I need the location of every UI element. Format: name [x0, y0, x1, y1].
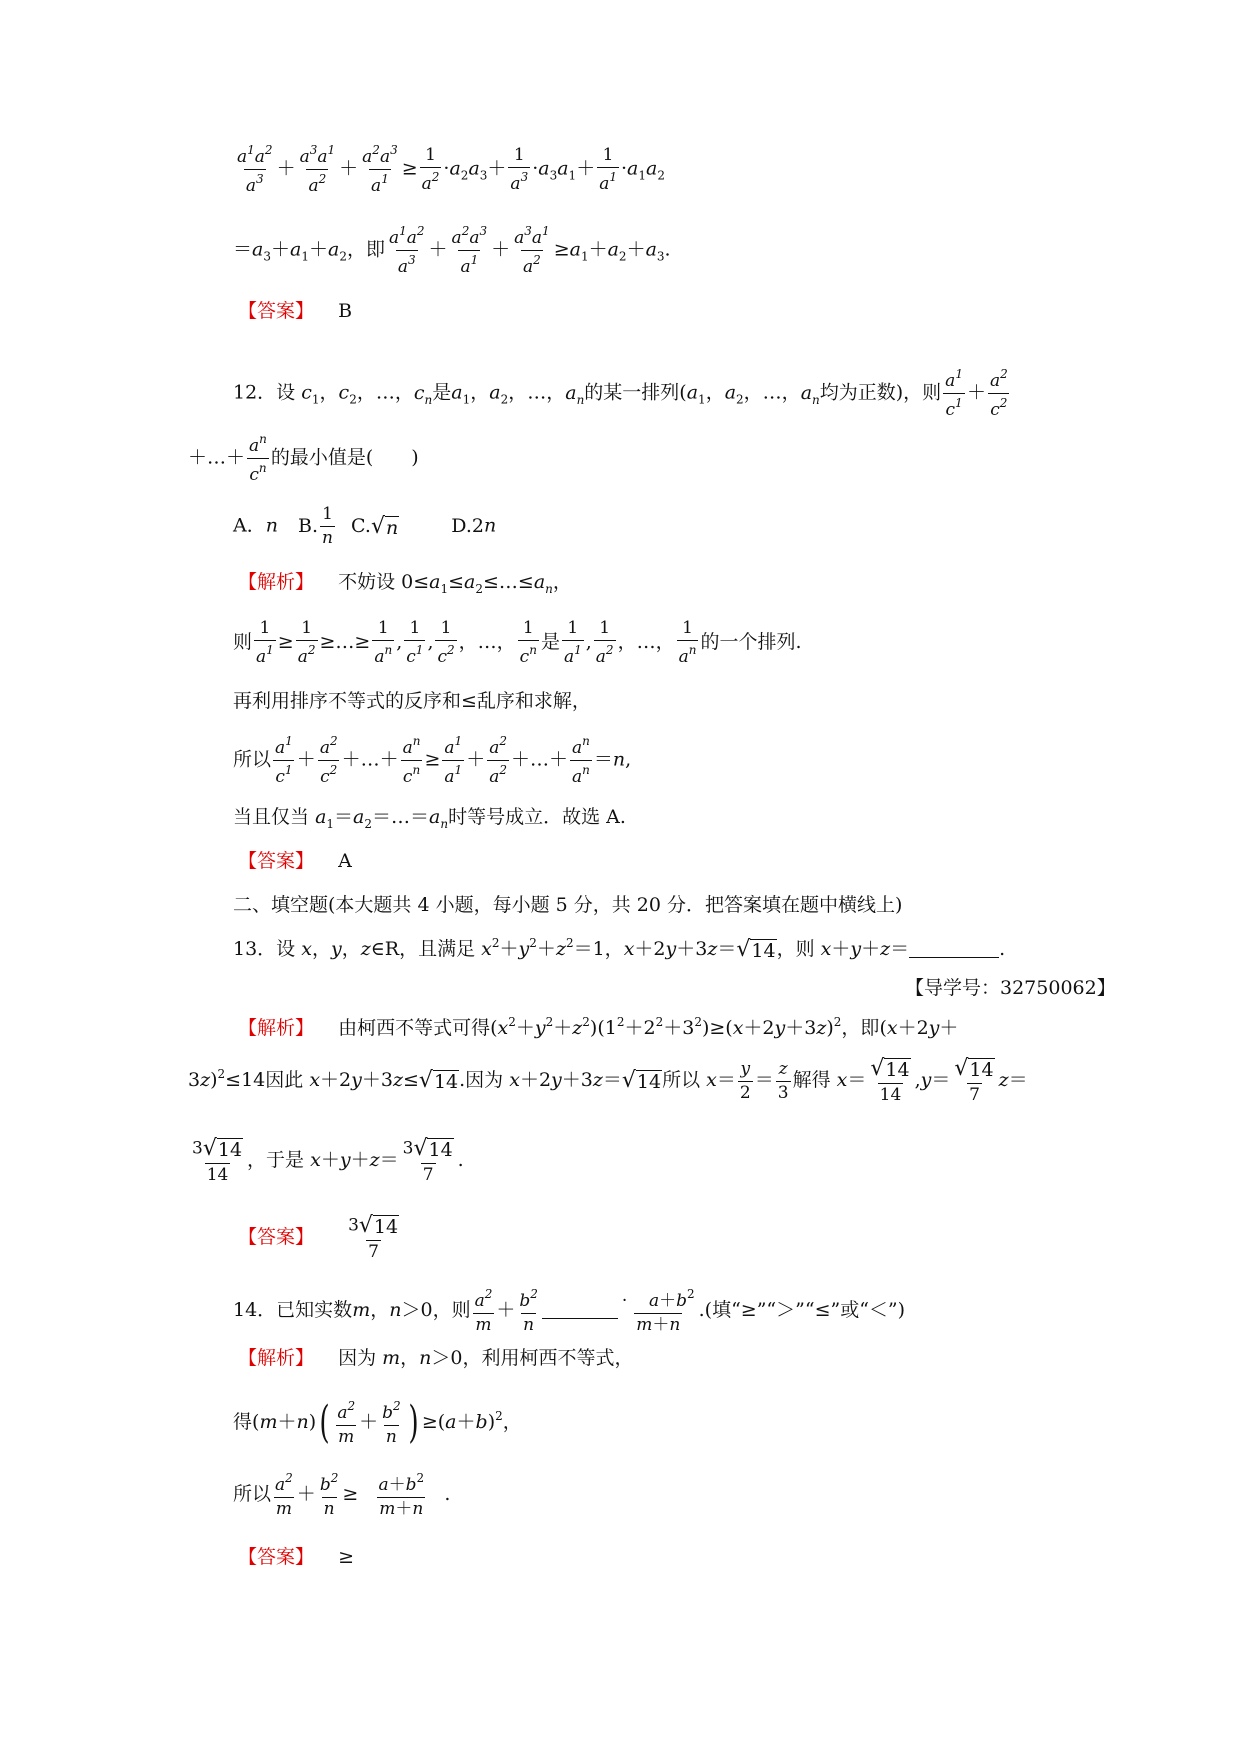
q13-analysis-line-1: 【解析】 由柯西不等式可得$(x^2+y^2+z^2)(1^2+2^2+3^2)\ge(x+2y+3z)^2$，即(x＋2y＋ [238, 1015, 959, 1039]
analysis-tag: 【解析】 [238, 571, 315, 593]
q12-analysis-line-3: 再利用排序不等式的反序和≤乱序和求解， [233, 690, 591, 712]
q12-analysis-line-2: 则 $\frac{1}{a^1}$ ≥ $\frac{1}{a^2}$ ≥…≥ $\frac{1}{a^n}$ , $\frac{1}{c^1}$ , $\frac{1}{c^2}$ ，…， $\frac{1}{c^n}$ 是 $\frac{1}{a^1}$ , $\frac{1}{a^2}$ ，…， $\frac{1}{a^n}$ 的一个排列. [233, 618, 802, 667]
top-formula-line-2: $=a_3+a_1+a_2$，即 $\frac{a^1a^2}{a^3}$ ＋ $\frac{a^2a^3}{a^1}$ ＋ $\frac{a^3a^1}{a^2}$ $\ge a_1+a_2+a_3$. [233, 224, 671, 277]
q14-answer-blank [542, 1318, 618, 1319]
top-formula-line-1: $\frac{a^1a^2}{a^3}$ ＋ $\frac{a^3a^1}{a^2}$ ＋ $\frac{a^2a^3}{a^1}$ ≥ $\frac{1}{a^2}$ $\cdot a_2a_3+$ $\frac{1}{a^3}$ $\cdot a_3a_1+$ $\frac{1}{a^1}$ $\cdot a_1a_2$ [237, 143, 665, 196]
q12-analysis-line-4: 所以 $\frac{a^1}{c^1}$ ＋ $\frac{a^2}{c^2}$ ＋…＋ $\frac{a^n}{c^n}$ ≥ $\frac{a^1}{a^1}$ ＋ $\frac{a^2}{a^2}$ ＋…＋ $\frac{a^n}{a^n}$ ＝n, [233, 734, 632, 787]
q12-analysis-line-5: 当且仅当 $a_1=a_2=\dots=a_n$时等号成立．故选 A. [233, 806, 626, 831]
answer-14: 【答案】 ≥ [238, 1546, 354, 1568]
q14-analysis-line-2: 得(m＋n)( $\frac{a^2}{m}$ ＋ $\frac{b^2}{n}$ ) $\ge(a+b)^2$， [233, 1397, 522, 1448]
q13-answer-blank [909, 957, 999, 958]
q13-analysis-line-2: 3z)$^2$≤14因此 x＋2y＋3z≤ √ 14 .因为 x＋2y＋3z＝ √ 14 所以 x＝ $\frac{y}{2}$ ＝ $\frac{z}{3}$ 解得 x＝ √ 14 14 ,y＝ √ 14 7 z＝ [188, 1056, 1028, 1105]
q13-stem: 13．设 x，y，z∈R，且满足 $x^2+y^2+z^2=1$，x＋2y＋3z＝ √ 14 ，则 x＋y＋z＝ . [233, 936, 1006, 962]
q12-stem-line-1: 12．设 $c_1$，$c_2$，…，$c_n$是$a_1$，$a_2$，…，$a_n$的某一排列($a_1$，$a_2$，…，$a_n$均为正数)，则 $\frac{a^1}{c^1}$ ＋ $\frac{a^2}{c^2}$ [233, 367, 1008, 420]
answer-13-value: 3 √ 14 7 [348, 1213, 399, 1262]
answer-14-value: ≥ [338, 1546, 354, 1568]
q14-analysis-line-1: 【解析】 因为 m，n＞0，利用柯西不等式， [238, 1347, 634, 1369]
answer-tag: 【答案】 [238, 300, 315, 322]
q12-stem-line-2: ＋…＋ $\frac{a^n}{c^n}$ 的最小值是( ) [188, 432, 419, 485]
q14-stem: 14．已知实数m，n＞0，则 $\frac{a^2}{m}$ ＋ $\frac{b^2}{n}$ $\frac{\cdot a+b^2}{m+n}$ .(填“≥”“＞”“≤”或“＜”) [233, 1287, 906, 1335]
answer-12: 【答案】 A [238, 850, 352, 872]
q13-reference: 【导学号：32750062】 [905, 977, 1116, 999]
q13-analysis-line-3: 3 √ 14 14 ，于是 x＋y＋z＝ 3 √ 14 7 . [192, 1136, 464, 1185]
q12-options: A．n B. $\frac{1}{n}$ C. √ n D.2n [233, 504, 497, 548]
answer-11 [238, 302, 352, 321]
answer-13: 【答案】 3 √ 14 7 [238, 1215, 403, 1261]
q14-analysis-line-3: 所以 $\frac{a^2}{m}$ ＋ $\frac{b^2}{n}$ ≥ $\frac{a+b^2}{m+n}$ . [233, 1471, 451, 1519]
section-2-heading: 二、填空题(本大题共 4 小题，每小题 5 分，共 20 分．把答案填在题中横线上) [233, 894, 903, 916]
q12-analysis-line-1: 【解析】 不妨设 $0\le a_1\le a_2\le\dots\le a_n$， [238, 571, 572, 596]
answer-value: B [338, 300, 353, 322]
